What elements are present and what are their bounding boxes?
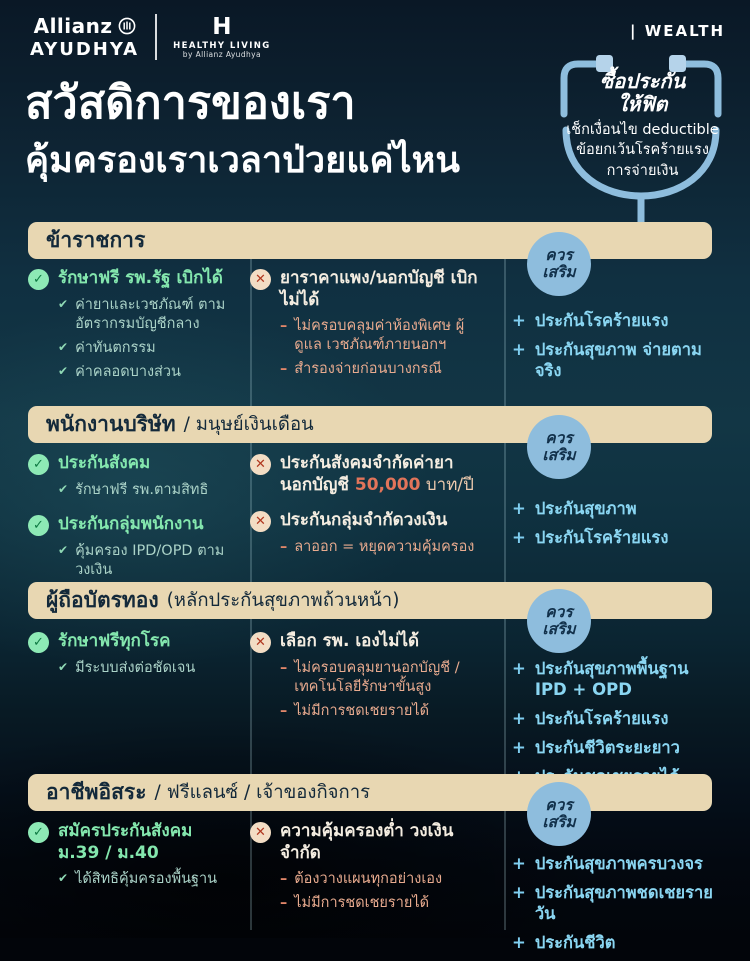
sub-check-icon: ✔	[58, 660, 69, 674]
should-add-badge	[527, 782, 591, 846]
pros-column	[28, 820, 250, 961]
badge-line: ควร	[545, 428, 573, 447]
dash-icon: –	[280, 703, 288, 720]
dash-icon: –	[280, 539, 288, 556]
recommend-column	[502, 310, 722, 396]
pro-item: ✔ รักษาฟรี รพ.ตามสิทธิ	[58, 481, 236, 500]
limit-amount: 50,000	[354, 475, 421, 496]
pro-heading: สมัครประกันสังคม ม.39 / ม.40	[58, 821, 193, 864]
con-item: – ต้องวางแผนทุกอย่างเอง	[280, 870, 488, 889]
recommend-item: + ประกันชีวิต	[512, 933, 616, 953]
sub-check-icon: ✔	[58, 543, 69, 558]
note-line-2: ข้อยกเว้นโรคร้ายแรง	[576, 142, 709, 159]
con-heading: เลือก รพ. เองไม่ได้	[280, 631, 420, 651]
badge-line: ควร	[545, 245, 573, 264]
logo-divider	[155, 14, 157, 60]
badge-line: เสริม	[542, 813, 576, 831]
should-add-badge	[527, 415, 591, 479]
stethoscope-note	[545, 70, 740, 181]
pro-item: ✔ ค่ายาและเวชภัณฑ์ ตามอัตรากรมบัญชีกลาง	[58, 296, 236, 334]
plus-icon: +	[512, 709, 526, 729]
badge-line: ควร	[545, 795, 573, 814]
plus-icon: +	[512, 883, 526, 903]
recommend-item: + ประกันโรคร้ายแรง	[512, 311, 669, 330]
pros-column	[28, 267, 250, 396]
plus-icon: +	[512, 738, 526, 758]
recommend-item: + ประกันชีวิตระยะยาว	[512, 738, 680, 758]
dash-icon: –	[280, 895, 288, 912]
pro-item: ✔ ค่าคลอดบางส่วน	[58, 363, 236, 382]
section-title-bold: อาชีพอิสระ	[46, 780, 147, 804]
recommend-item: + ประกันสุขภาพชดเชยรายวัน	[512, 883, 713, 924]
note-line-3: การจ่ายเงิน	[606, 162, 679, 179]
plus-icon: +	[512, 854, 526, 873]
badge-line: เสริม	[542, 263, 576, 281]
recommend-item: + ประกันสุขภาพครบวงจร	[512, 854, 703, 873]
pro-heading: รักษาฟรี รพ.รัฐ เบิกได้	[58, 268, 223, 288]
cons-column	[250, 267, 502, 396]
con-item: – ลาออก = หยุดความคุ้มครอง	[280, 538, 488, 557]
con-heading: ประกันกลุ่มจำกัดวงเงิน	[280, 510, 448, 531]
pro-item: ✔ มีระบบส่งต่อชัดเจน	[58, 659, 236, 678]
section-header-employee	[28, 406, 712, 443]
sub-check-icon: ✔	[58, 871, 69, 886]
should-add-badge	[527, 232, 591, 296]
check-circle-icon: ✓	[28, 454, 49, 475]
section-title-rest: / ฟรีแลนซ์ / เจ้าของกิจการ	[154, 782, 371, 803]
pro-item: ✔ ค่าทันตกรรม	[58, 339, 236, 358]
section-body-civil-servant	[28, 267, 722, 396]
dash-icon: –	[280, 361, 288, 378]
cross-circle-icon: ✕	[250, 632, 271, 653]
section-title-rest: / มนุษย์เงินเดือน	[183, 414, 314, 435]
con-item: – ไม่มีการชดเชยรายได้	[280, 702, 488, 721]
cross-circle-icon: ✕	[250, 269, 271, 290]
section-title-bold: ข้าราชการ	[46, 228, 146, 252]
recommend-column	[502, 853, 722, 961]
dash-icon: –	[280, 660, 288, 676]
con-heading: ยาราคาแพง/นอกบัญชี เบิกไม่ได้	[280, 268, 478, 311]
recommend-item: + ประกันสุขภาพ	[512, 499, 637, 518]
check-circle-icon: ✓	[28, 632, 49, 653]
recommend-item: + ประกันสุขภาพ จ่ายตามจริง	[512, 340, 702, 381]
pros-column	[28, 630, 250, 796]
sub-check-icon: ✔	[58, 297, 69, 311]
check-circle-icon: ✓	[28, 269, 49, 290]
con-item: – ไม่ครอบคลุมยานอกบัญชี /เทคโนโลยีรักษาขั้นสูง	[280, 659, 488, 697]
badge-line: เสริม	[542, 446, 576, 464]
dash-icon: –	[280, 318, 288, 335]
page-title: สวัสดิการของเรา	[25, 76, 356, 129]
should-add-badge	[527, 589, 591, 653]
plus-icon: +	[512, 933, 526, 953]
plus-icon: +	[512, 340, 526, 360]
healthy-living-label: HEALTHY LIVING	[173, 40, 271, 51]
cons-column	[250, 630, 502, 796]
pro-item: ✔ คุ้มครอง IPD/OPD ตามวงเงิน	[58, 542, 236, 580]
note-headline-line1: ซื้อประกัน	[599, 69, 686, 93]
cons-column	[250, 452, 502, 593]
plus-icon: +	[512, 311, 526, 330]
check-circle-icon: ✓	[28, 515, 49, 536]
section-header-civil-servant	[28, 222, 712, 259]
note-headline-line2: ให้ฟิต	[617, 92, 668, 116]
plus-icon: +	[512, 659, 526, 678]
badge-line: เสริม	[542, 620, 576, 638]
title-block	[25, 76, 460, 183]
recommend-item: + ประกันโรคร้ายแรง	[512, 528, 669, 548]
pro-heading: รักษาฟรีทุกโรค	[58, 631, 171, 651]
cross-circle-icon: ✕	[250, 454, 271, 475]
note-line-1: เช็กเงื่อนไข deductible	[566, 122, 719, 138]
recommend-column	[502, 498, 722, 593]
section-title-bold: พนักงานบริษัท	[46, 412, 176, 436]
con-item: – ไม่ครอบคลุมค่าห้องพิเศษ ผู้ดูแล เวชภัณฑ์ภายนอกฯ	[280, 317, 488, 355]
cross-circle-icon: ✕	[250, 511, 271, 532]
section-header-freelance	[28, 774, 712, 811]
wealth-label: | WEALTH	[630, 22, 725, 40]
allianz-eagle-icon	[118, 17, 136, 35]
sub-check-icon: ✔	[58, 364, 69, 379]
section-title-rest: (หลักประกันสุขภาพถ้วนหน้า)	[166, 590, 400, 611]
page-subtitle: คุ้มครองเราเวลาป่วยแค่ไหน	[25, 140, 460, 181]
plus-icon: +	[512, 528, 526, 548]
healthy-h-icon: H	[212, 13, 232, 40]
con-heading: ความคุ้มครองต่ำ วงเงินจำกัด	[280, 821, 454, 864]
pro-item: ✔ ได้สิทธิคุ้มครองพื้นฐาน	[58, 870, 236, 889]
healthy-living-logo	[173, 15, 271, 60]
section-body-freelance	[28, 820, 722, 961]
healthy-living-byline: by Allianz Ayudhya	[182, 50, 261, 60]
sub-check-icon: ✔	[58, 340, 69, 355]
pro-heading: ประกันกลุ่มพนักงาน	[58, 514, 204, 535]
badge-line: ควร	[545, 602, 573, 621]
sub-check-icon: ✔	[58, 482, 69, 496]
recommend-item: + ประกันสุขภาพพื้นฐาน IPD + OPD	[512, 659, 689, 700]
cross-circle-icon: ✕	[250, 822, 271, 843]
pros-column	[28, 452, 250, 593]
cons-column	[250, 820, 502, 961]
pro-heading: ประกันสังคม	[58, 453, 151, 473]
section-body-gold-card	[28, 630, 722, 796]
section-header-gold-card	[28, 582, 712, 619]
recommend-item: + ประกันโรคร้ายแรง	[512, 709, 669, 729]
check-circle-icon: ✓	[28, 822, 49, 843]
section-title-bold: ผู้ถือบัตรทอง	[46, 588, 159, 612]
plus-icon: +	[512, 499, 526, 518]
con-item: – สำรองจ่ายก่อนบางกรณี	[280, 360, 488, 379]
con-item: – ไม่มีการชดเชยรายได้	[280, 894, 488, 913]
ayudhya-wordmark: AYUDHYA	[30, 39, 140, 60]
allianz-ayudhya-logo	[30, 14, 139, 60]
con-heading: ประกันสังคมจำกัดค่ายา นอกบัญชี 50,000 บาท/ปี	[280, 453, 474, 496]
allianz-wordmark: Allianz	[33, 14, 113, 38]
section-body-employee	[28, 452, 722, 593]
dash-icon: –	[280, 871, 288, 888]
